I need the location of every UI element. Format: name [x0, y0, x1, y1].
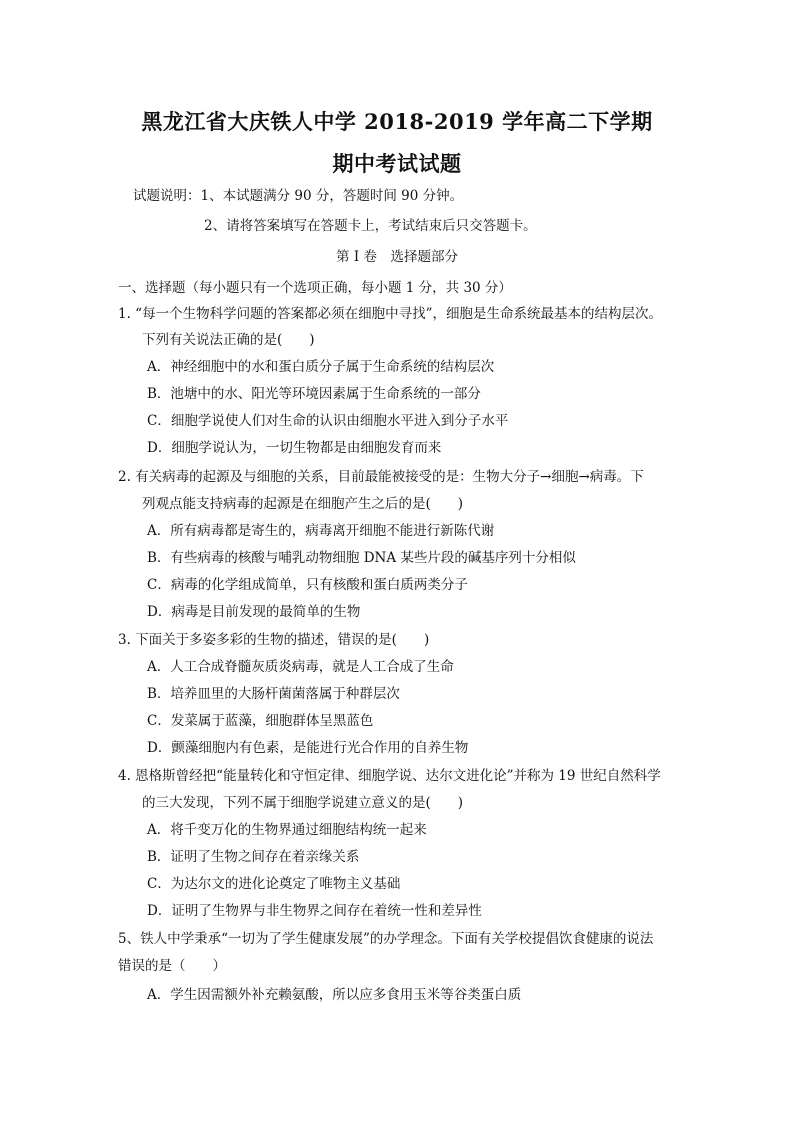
question-1-option-c: C．细胞学说使人们对生命的认识由细胞水平进入到分子水平: [147, 413, 509, 429]
question-2-stem-line-1: 2. 有关病毒的起源及与细胞的关系，目前最能被接受的是：生物大分子→细胞→病毒。下: [118, 469, 644, 485]
page-subtitle: 期中考试试题: [332, 151, 462, 176]
question-2-option-c: C．病毒的化学组成简单，只有核酸和蛋白质两类分子: [147, 577, 468, 593]
section-title: 一、选择题（每小题只有一个选项正确，每小题 1 分，共 30 分）: [118, 280, 512, 296]
question-4-option-a: A．将千变万化的生物界通过细胞结构统一起来: [147, 822, 427, 838]
question-2-option-b: B．有些病毒的核酸与哺乳动物细胞 DNA 某些片段的碱基序列十分相似: [147, 550, 576, 566]
question-4-option-c: C．为达尔文的进化论奠定了唯物主义基础: [147, 876, 401, 892]
question-4-option-b: B．证明了生物之间存在着亲缘关系: [147, 849, 360, 865]
question-4-stem-line-1: 4. 恩格斯曾经把“能量转化和守恒定律、细胞学说、达尔文进化论”并称为 19 世纪自然科学: [118, 768, 661, 784]
question-1-stem-line-1: 1. “每一个生物科学问题的答案都必须在细胞中寻找”，细胞是生命系统最基本的结构层次。: [118, 306, 662, 322]
question-1-option-a: A．神经细胞中的水和蛋白质分子属于生命系统的结构层次: [147, 359, 495, 375]
question-3-option-a: A．人工合成脊髓灰质炎病毒，就是人工合成了生命: [147, 659, 454, 675]
instruction-line-1: 试题说明：1、本试题满分 90 分，答题时间 90 分钟。: [133, 188, 464, 204]
instruction-line-2: 2、请将答案填写在答题卡上，考试结束后只交答题卡。: [204, 218, 537, 234]
part-title: 第 I 卷 选择题部分: [336, 249, 458, 265]
page-title: 黑龙江省大庆铁人中学 2018-2019 学年高二下学期: [141, 109, 653, 134]
question-4-option-d: D．证明了生物界与非生物界之间存在着统一性和差异性: [147, 903, 482, 919]
question-1-option-d: D．细胞学说认为，一切生物都是由细胞发育而来: [147, 440, 442, 456]
question-5-option-a: A．学生因需额外补充赖氨酸，所以应多食用玉米等谷类蛋白质: [147, 987, 522, 1003]
question-2-option-d: D．病毒是目前发现的最简单的生物: [147, 604, 361, 620]
question-1-stem-line-2: 下列有关说法正确的是( ): [142, 332, 315, 348]
question-3-stem-line-1: 3. 下面关于多姿多彩的生物的描述，错误的是( ): [118, 632, 430, 648]
question-3-option-d: D．颤藻细胞内有色素，是能进行光合作用的自养生物: [147, 740, 469, 756]
question-5-stem-line-2: 错误的是（ ）: [118, 958, 226, 974]
question-4-stem-line-2: 的三大发现，下列不属于细胞学说建立意义的是( ): [142, 795, 464, 811]
question-5-stem-line-1: 5、铁人中学秉承“一切为了学生健康发展”的办学理念。下面有关学校提倡饮食健康的说法: [118, 931, 654, 947]
question-2-option-a: A．所有病毒都是寄生的，病毒离开细胞不能进行新陈代谢: [147, 523, 495, 539]
question-1-option-b: B．池塘中的水、阳光等环境因素属于生命系统的一部分: [147, 386, 481, 402]
question-3-option-b: B．培养皿里的大肠杆菌菌落属于种群层次: [147, 686, 400, 702]
question-2-stem-line-2: 列观点能支持病毒的起源是在细胞产生之后的是( ): [142, 496, 464, 512]
question-3-option-c: C．发菜属于蓝藻，细胞群体呈黑蓝色: [147, 713, 374, 729]
